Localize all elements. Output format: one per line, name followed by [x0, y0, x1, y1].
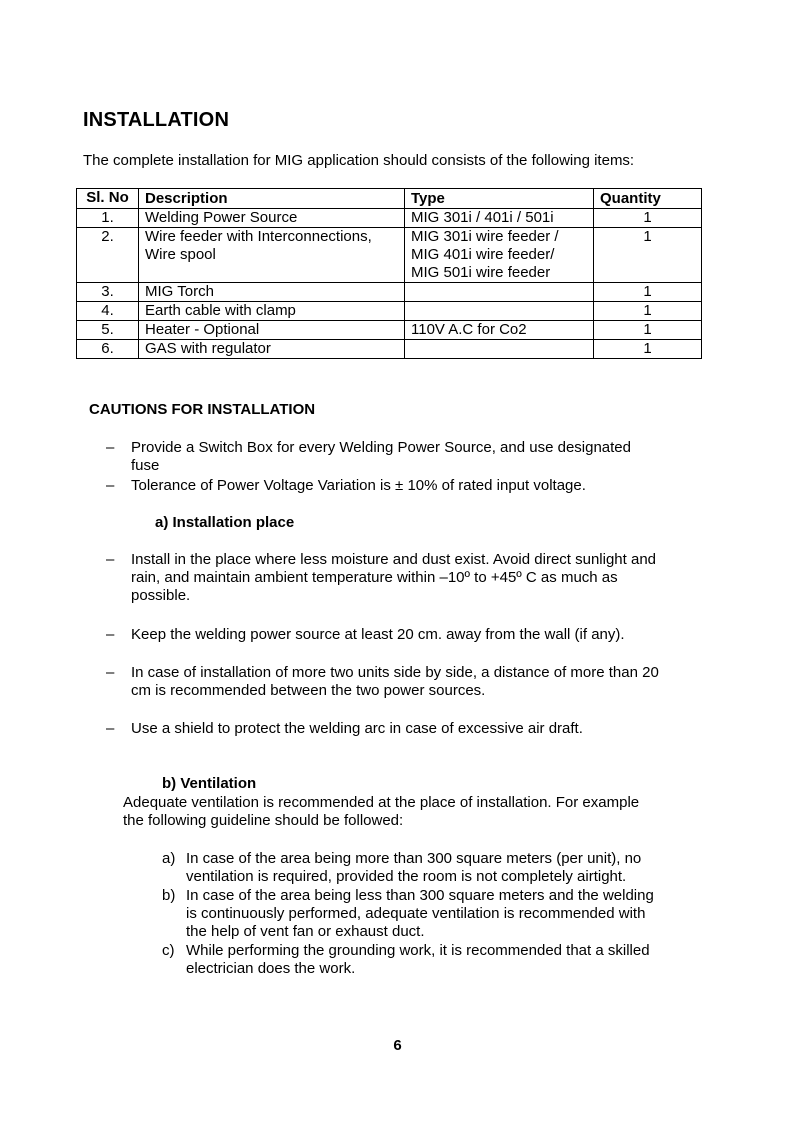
cell-type: 110V A.C for Co2: [405, 321, 594, 340]
table-row: [77, 228, 702, 283]
cell-sl-no: 1.: [77, 209, 139, 228]
cell-type: MIG 301i / 401i / 501i: [405, 209, 594, 228]
cell-description: MIG Torch: [139, 283, 405, 302]
col-header-type: Type: [405, 189, 594, 209]
cell-description: Earth cable with clamp: [139, 302, 405, 321]
cell-description: Wire feeder with Interconnections, Wire spool: [139, 228, 405, 283]
cell-type: [405, 283, 594, 302]
list-marker: a): [162, 850, 176, 867]
cell-quantity: 1: [594, 321, 702, 340]
table-row: [77, 321, 702, 340]
cell-sl-no: 6.: [77, 340, 139, 359]
dash-bullet: –: [106, 664, 115, 681]
cell-type: MIG 301i wire feeder / MIG 401i wire feeder/ MIG 501i wire feeder: [405, 228, 594, 283]
cell-quantity: 1: [594, 302, 702, 321]
col-header-description: Description: [139, 189, 405, 209]
col-header-sl-no: Sl. No: [77, 189, 139, 209]
table-row: [77, 302, 702, 321]
cell-description: Heater - Optional: [139, 321, 405, 340]
cell-quantity: 1: [594, 283, 702, 302]
cell-type: [405, 302, 594, 321]
table-row: [77, 340, 702, 359]
dash-bullet: –: [106, 720, 115, 737]
cell-description: GAS with regulator: [139, 340, 405, 359]
items-table: [76, 188, 702, 359]
dash-bullet: –: [106, 551, 115, 568]
table-row: [77, 209, 702, 228]
cell-quantity: 1: [594, 340, 702, 359]
list-marker: b): [162, 887, 176, 904]
cell-type: [405, 340, 594, 359]
cautions-heading: CAUTIONS FOR INSTALLATION: [89, 401, 316, 418]
dash-bullet: –: [106, 477, 115, 494]
intro-text: The complete installation for MIG application should consists of the following items:: [83, 152, 635, 169]
list-marker: c): [162, 942, 175, 959]
table-row: [77, 283, 702, 302]
col-header-quantity: Quantity: [594, 189, 702, 209]
ventilation-heading: b) Ventilation: [162, 775, 257, 792]
page-title: INSTALLATION: [83, 109, 230, 131]
cell-description: Welding Power Source: [139, 209, 405, 228]
cell-sl-no: 3.: [77, 283, 139, 302]
dash-bullet: –: [106, 626, 115, 643]
cell-sl-no: 5.: [77, 321, 139, 340]
ventilation-intro: Adequate ventilation is recommended at the place of installation. For example the following guideline should be followed:: [123, 794, 640, 829]
page-number: 6: [393, 1037, 402, 1054]
installation-place-heading: a) Installation place: [155, 514, 295, 531]
cell-quantity: 1: [594, 209, 702, 228]
cell-quantity: 1: [594, 228, 702, 283]
table-header-row: [77, 189, 702, 209]
dash-bullet: –: [106, 439, 115, 456]
cell-sl-no: 2.: [77, 228, 139, 283]
cell-sl-no: 4.: [77, 302, 139, 321]
